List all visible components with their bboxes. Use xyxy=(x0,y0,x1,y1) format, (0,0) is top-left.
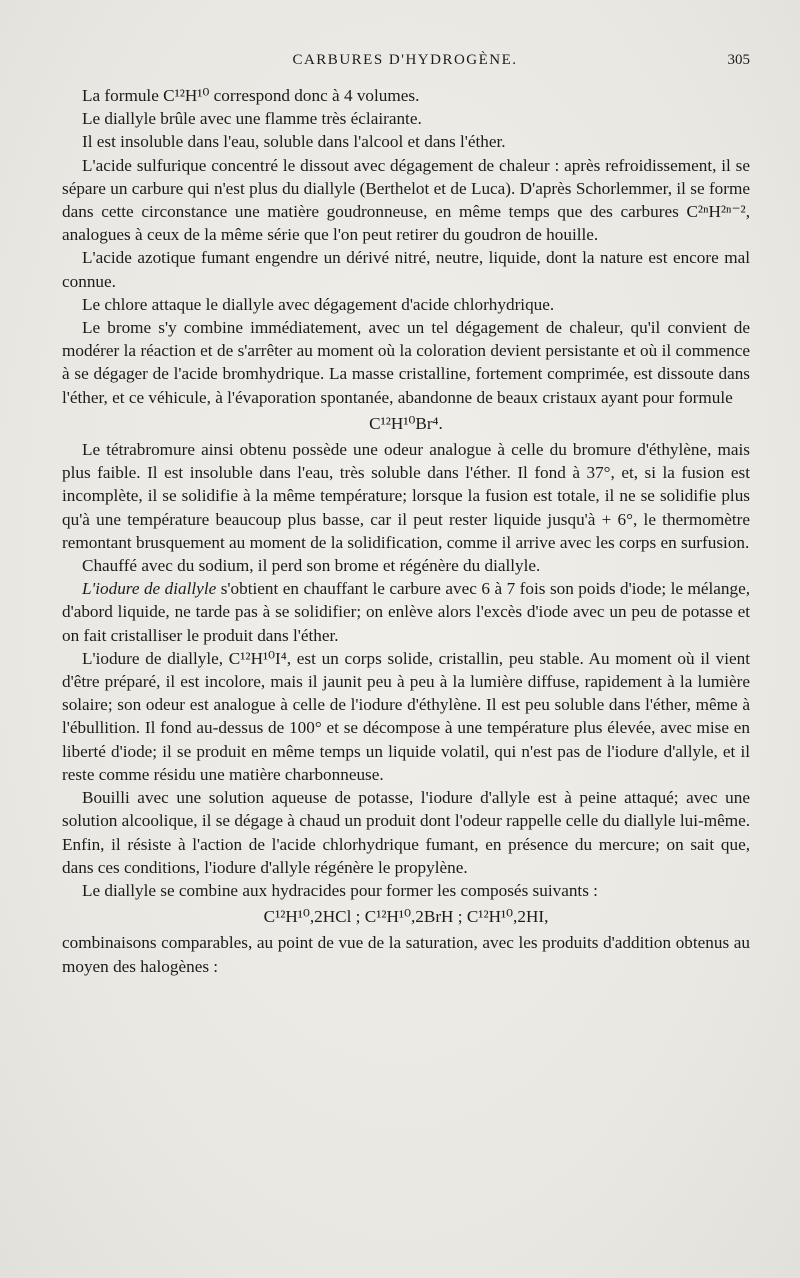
paragraph: L'acide sulfurique concentré le dissout avec dégagement de chaleur : après refroidissement, il se sépare un carbure qui n'est plus du diallyle (Berthelot et de Luca). D'après Schorlemmer, il se forme dans cette circonstance une matière goudronneuse, en même temps que des carbures C²ⁿH²ⁿ⁻², analogues à ceux de la même série que l'on peut retirer du goudron de houille. xyxy=(62,155,750,245)
body-text xyxy=(62,84,750,978)
page-number: 305 xyxy=(727,52,750,68)
paragraph-text: s'obtient en chauffant le carbure avec 6 à 7 fois son poids d'iode; le mélange, d'abord liquide, ne tarde pas à se solidifier; on enlève alors l'excès d'iode avec un peu de potasse et on fait cristalliser le produit dans l'éther. xyxy=(62,579,750,645)
paragraph: La formule C¹²H¹⁰ correspond donc à 4 volumes. xyxy=(82,86,420,105)
paragraph: Bouilli avec une solution aqueuse de potasse, l'iodure d'allyle est à peine attaqué; avec une solution alcoolique, il se dégage à chaud un produit dont l'odeur rappelle celle du diallyle lui-même. Enfin, il résiste à l'action de l'acide chlorhydrique fumant, en présence du mercure; on sait que, dans ces conditions, l'iodure d'allyle régénère le propylène. xyxy=(62,788,751,877)
formula-tetrabromide: C¹²H¹⁰Br⁴. xyxy=(369,413,443,433)
paragraph: Il est insoluble dans l'eau, soluble dans l'alcool et dans l'éther. xyxy=(82,132,506,152)
paragraph: Chauffé avec du sodium, il perd son brome et régénère du diallyle. xyxy=(82,556,541,576)
paragraph: Le tétrabromure ainsi obtenu possède une odeur analogue à celle du bromure d'éthylène, mais plus faible. Il est insoluble dans l'eau, très soluble dans l'éther. Il fond à 37°, et, si la fusion est incomplète, il se solidifie à la même température; lorsque la fusion est totale, il ne se solidifie plus qu'à une température beaucoup plus basse, car il peut rester liquide jusqu'à + 6°, le thermomètre remontant brusquement au moment de la solidification, comme il arrive avec les corps en surfusion. xyxy=(62,440,750,552)
paragraph: Le brome s'y combine immédiatement, avec un tel dégagement de chaleur, qu'il convient de modérer la réaction et de s'arrêter au moment où la coloration devient persistante et où il commence à se dégager de l'acide bromhydrique. La masse cristalline, fortement comprimée, est dissoute dans l'éther, et ce véhicule, à l'évaporation spontanée, abandonne de beaux cristaux ayant pour formule xyxy=(62,318,750,407)
running-title: CARBURES D'HYDROGÈNE. xyxy=(292,52,518,68)
paragraph: Le diallyle brûle avec une flamme très éclairante. xyxy=(82,109,422,129)
paragraph: L'acide azotique fumant engendre un dérivé nitré, neutre, liquide, dont la nature est encore mal connue. xyxy=(62,248,750,291)
paragraph: Le chlore attaque le diallyle avec dégagement d'acide chlorhydrique. xyxy=(82,294,555,314)
paragraph: Le diallyle se combine aux hydracides pour former les composés suivants : xyxy=(82,880,598,900)
italic-term: L'iodure de diallyle xyxy=(82,579,217,599)
paragraph: L'iodure de diallyle, C¹²H¹⁰I⁴, est un corps solide, cristallin, peu stable. Au moment où il vient d'être préparé, il est incolore, mais il jaunit peu à peu à la lumière diffuse, rapidement à la lumière solaire; son odeur est analogue à celle de l'iodure d'éthylène. Il est peu soluble dans l'éther, même à l'ébullition. Il fond au-dessus de 100° et se décompose à une température plus élevée, avec mise en liberté d'iode; il se produit en même temps un liquide volatil, qui n'est pas de l'iodure d'allyle, et il reste comme résidu une matière charbonneuse. xyxy=(62,648,750,784)
paragraph-iodide xyxy=(62,577,750,647)
formula-hydracids: C¹²H¹⁰,2HCl ; C¹²H¹⁰,2BrH ; C¹²H¹⁰,2HI, xyxy=(263,907,549,927)
page-header xyxy=(60,50,750,74)
paragraph: combinaisons comparables, au point de vue de la saturation, avec les produits d'addition obtenus au moyen des halogènes : xyxy=(62,933,750,976)
